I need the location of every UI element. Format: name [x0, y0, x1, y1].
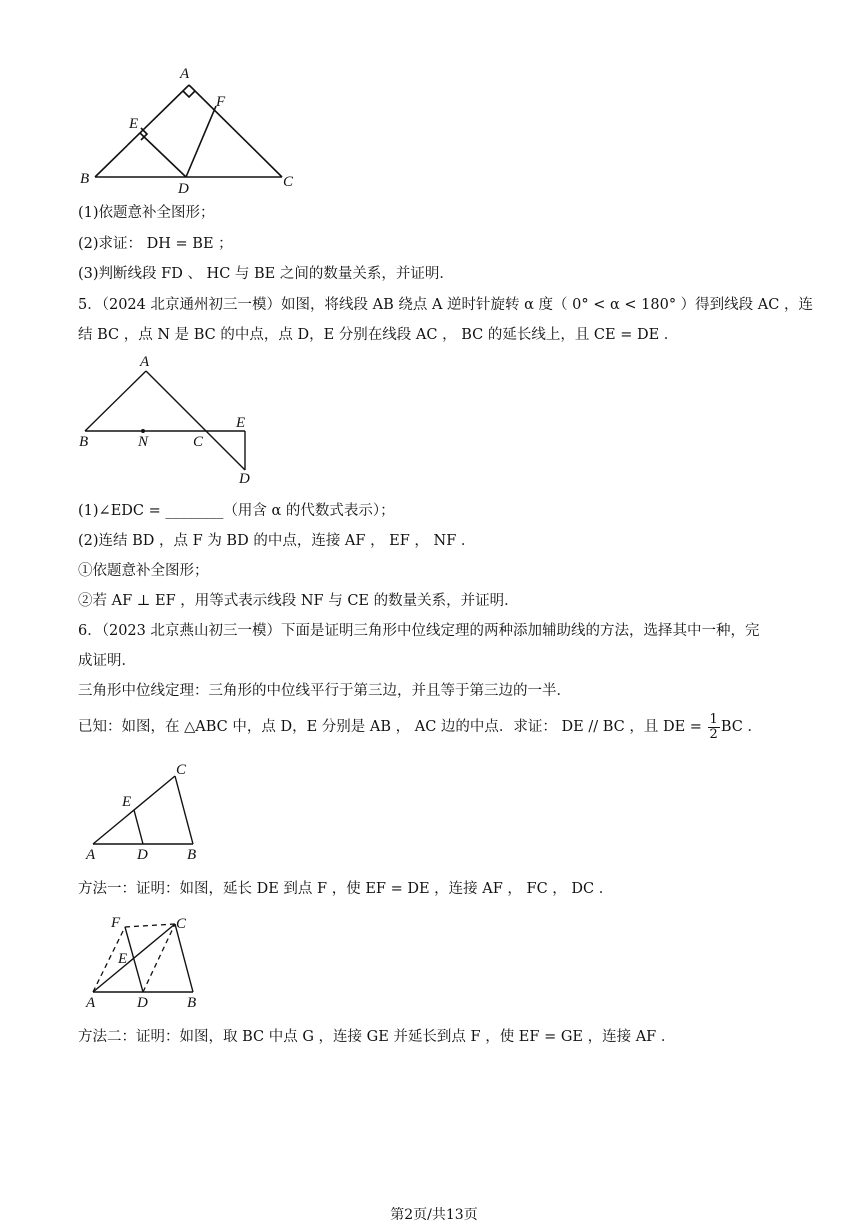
q6-method-2: 方法二：证明：如图，取 BC 中点 G ，连接 GE 并延长到点 F ，使 EF = GE ，连接 AF ．	[78, 1029, 676, 1045]
point-label-d: D	[178, 181, 189, 197]
q6-statement-line-2: 成证明．	[78, 653, 136, 669]
q4-item-2: (2)求证： DH = BE ；	[78, 236, 233, 252]
point-label-d: D	[137, 995, 148, 1011]
point-label-e: E	[129, 116, 139, 132]
point-label-b: B	[187, 995, 197, 1011]
point-label-b: B	[80, 171, 90, 187]
page-footer: 第2页/共13页	[390, 1207, 478, 1223]
q5-item-2: (2)连结 BD ，点 F 为 BD 的中点，连接 AF ， EF ， NF ．	[78, 533, 476, 549]
figure-midline-triangle	[80, 762, 220, 867]
q6-given-text-end: BC ．	[720, 719, 762, 735]
q5-item-2-2: ②若 AF ⊥ EF ，用等式表示线段 NF 与 CE 的数量关系，并证明．	[78, 593, 519, 609]
point-label-d: D	[137, 847, 148, 863]
q6-given-text: 已知：如图，在 △ABC 中，点 D，E 分别是 AB ， AC 边的中点．求证： DE // BC ，且 DE =	[78, 719, 707, 735]
q4-item-3: (3)判断线段 FD 、 HC 与 BE 之间的数量关系，并证明．	[78, 266, 454, 282]
q4-item-1: (1)依题意补全图形；	[78, 205, 215, 221]
q6-theorem: 三角形中位线定理：三角形的中位线平行于第三边，并且等于第三边的一半．	[78, 683, 571, 699]
point-label-c: C	[193, 434, 204, 450]
point-label-n: N	[138, 434, 149, 450]
figure-method-one	[80, 910, 220, 1015]
q5-item-2-1: ①依题意补全图形；	[78, 563, 209, 579]
point-label-e: E	[236, 415, 246, 431]
fraction-one-half: $\frac{1}{2}$	[709, 711, 718, 742]
point-label-f: F	[216, 94, 226, 110]
point-label-c: C	[176, 916, 187, 932]
point-label-e: E	[118, 951, 128, 967]
point-label-b: B	[79, 434, 89, 450]
point-label-c: C	[283, 174, 294, 190]
q6-method-1: 方法一：证明：如图，延长 DE 到点 F ，使 EF = DE ，连接 AF ， FC ， DC ．	[78, 881, 614, 897]
q6-statement-line-1: 6．（2023 北京燕山初三一模）下面是证明三角形中位线定理的两种添加辅助线的方法，选择其中一种，完	[78, 623, 760, 639]
q5-statement-line-2: 结 BC ，点 N 是 BC 的中点，点 D，E 分别在线段 AC ， BC 的延长线上，且 CE = DE ．	[78, 327, 679, 343]
point-label-d: D	[239, 471, 250, 487]
q6-given	[78, 712, 762, 742]
point-label-a: A	[140, 354, 150, 370]
point-label-a: A	[86, 847, 96, 863]
figure-triangle-abc-efd	[75, 62, 305, 197]
point-label-e: E	[122, 794, 132, 810]
point-label-b: B	[187, 847, 197, 863]
point-label-c: C	[176, 762, 187, 778]
q5-item-1: (1)∠EDC = ________（用含 α 的代数式表示）；	[78, 503, 395, 519]
point-label-a: A	[180, 66, 190, 82]
q5-statement-line-1: 5．（2024 北京通州初三一模）如图，将线段 AB 绕点 A 逆时针旋转 α 度（ 0° < α < 180° ）得到线段 AC ，连	[78, 297, 813, 313]
point-label-f: F	[111, 915, 121, 931]
figure-rotation-abc	[75, 352, 275, 487]
point-label-a: A	[86, 995, 96, 1011]
